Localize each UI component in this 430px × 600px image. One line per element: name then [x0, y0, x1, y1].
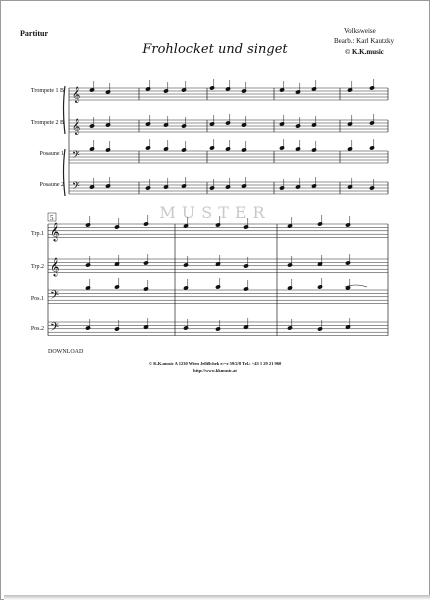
- bass-clef-icon: 𝄢: [72, 149, 80, 163]
- download-label: DOWNLOAD: [48, 349, 84, 355]
- treble-clef-icon: 𝄞: [50, 222, 60, 241]
- treble-clef-icon: 𝄞: [50, 257, 60, 276]
- system-brace: [64, 86, 66, 134]
- instrument-label-trumpet-1: Trompete 1 B: [30, 88, 64, 94]
- muster-watermark: MUSTER: [159, 203, 271, 222]
- measure-number: 5: [50, 214, 54, 222]
- bass-clef-icon: 𝄢: [50, 289, 60, 305]
- score-type-label: Partitur: [20, 29, 48, 38]
- bass-clef-icon: 𝄢: [72, 180, 80, 194]
- instrument-label-trp2: Trp.2: [31, 264, 44, 270]
- instrument-label-pos2: Pos.2: [30, 326, 44, 332]
- instrument-label-trumpet-2: Trompete 2 B: [30, 120, 64, 126]
- piece-title: Frohlocket und singet: [142, 42, 288, 57]
- instrument-label-trombone-1: Posaune 1: [39, 151, 64, 157]
- instrument-label-trombone-2: Posaune 2: [39, 182, 64, 188]
- system-brace: [64, 149, 66, 196]
- footer-url: http://www.kkmusic.at: [193, 368, 237, 373]
- arranger-label: Bearb.: Karl Kautzky: [334, 37, 395, 45]
- instrument-label-trp1: Trp.1: [31, 231, 44, 237]
- bass-clef-icon: 𝄢: [50, 321, 60, 337]
- treble-clef-icon: 𝄞: [72, 119, 81, 135]
- instrument-label-pos1: Pos.1: [30, 296, 44, 302]
- footer-address: © K.K.music A 1230 Wien Jelli8chek e:=e 59/2/8 Tel.: +43 1 29 21 960: [148, 361, 282, 366]
- tradition-label: Volksweise: [344, 27, 376, 35]
- copyright-label: © K.K.music: [345, 48, 384, 56]
- treble-clef-icon: 𝄞: [72, 87, 81, 103]
